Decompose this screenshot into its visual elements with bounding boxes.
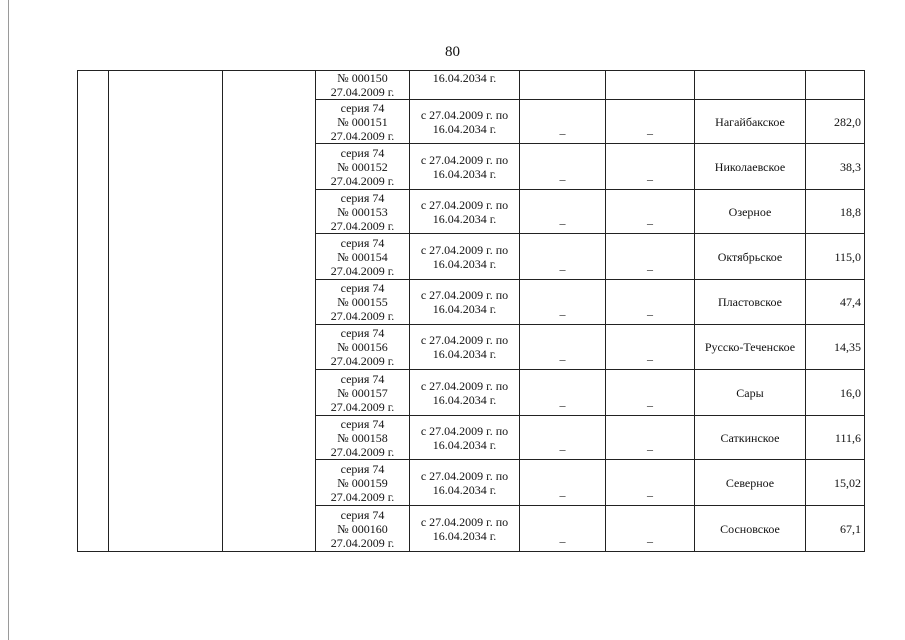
value-text: 16,0 [840, 385, 861, 400]
dash-cell [520, 234, 606, 280]
certificate-line: № 000158 [337, 430, 388, 445]
certificate-cell [316, 71, 410, 100]
validity-period-line: с 27.04.2009 г. по [420, 378, 509, 393]
value-cell [806, 506, 865, 552]
locality-name-cell [695, 234, 806, 280]
certificate-cell [316, 460, 410, 506]
certificate-cell [316, 506, 410, 552]
dash-text: – [647, 488, 653, 502]
value-cell [806, 144, 865, 190]
locality-name-cell [695, 280, 806, 325]
value-cell [806, 234, 865, 280]
empty-cell-col3 [223, 71, 316, 552]
locality-name: Николаевское [714, 159, 786, 174]
page-number: 80 [445, 44, 460, 60]
dash-cell [606, 370, 695, 416]
certificate-line: № 000159 [337, 475, 388, 490]
dash-text: – [647, 352, 653, 366]
locality-name-cell [695, 190, 806, 234]
dash-text: – [559, 442, 566, 456]
validity-period-line: 16.04.2034 г. [432, 392, 497, 407]
certificate-line: 27.04.2009 г. [330, 263, 395, 278]
value-cell [806, 280, 865, 325]
validity-period-cell [410, 325, 520, 370]
locality-name: Сары [736, 385, 764, 400]
dash-text: – [559, 534, 566, 548]
dash-cell [606, 144, 695, 190]
validity-period-line: с 27.04.2009 г. по [420, 468, 509, 483]
dash-text: – [559, 307, 566, 321]
certificate-line: № 000156 [337, 340, 388, 354]
value-text: 15,02 [834, 475, 861, 490]
empty-cell-col1 [78, 71, 109, 552]
certificate-line: № 000157 [337, 385, 388, 400]
validity-period-cell [410, 416, 520, 460]
validity-period-line: 16.04.2034 г. [432, 71, 497, 85]
empty-cell [695, 71, 806, 100]
validity-period-cell [410, 100, 520, 144]
certificate-line: № 000155 [337, 295, 388, 309]
validity-period-line: 16.04.2034 г. [432, 482, 497, 497]
value-text: 18,8 [840, 204, 861, 219]
empty-cell-col2 [109, 71, 223, 552]
validity-period-line: с 27.04.2009 г. по [420, 514, 509, 529]
certificate-line: серия 74 [340, 281, 385, 295]
validity-period-line: 16.04.2034 г. [432, 256, 497, 271]
dash-text: – [647, 172, 653, 186]
dash-cell [606, 460, 695, 506]
dash-text: – [647, 216, 653, 230]
dash-text: – [559, 126, 566, 140]
certificate-line: серия 74 [340, 145, 385, 160]
dash-text: – [647, 126, 653, 140]
certificate-line: 27.04.2009 г. [330, 354, 395, 368]
validity-period-cell [410, 71, 520, 100]
validity-period-line: с 27.04.2009 г. по [420, 288, 509, 302]
dash-cell [520, 506, 606, 552]
validity-period-cell [410, 460, 520, 506]
locality-name-cell [695, 144, 806, 190]
locality-name-cell [695, 506, 806, 552]
certificate-line: № 000153 [337, 204, 388, 219]
dash-text: – [559, 398, 566, 412]
validity-period-line: с 27.04.2009 г. по [420, 197, 509, 212]
validity-period-cell [410, 234, 520, 280]
dash-text: – [559, 172, 566, 186]
empty-cell [520, 71, 606, 100]
certificate-line: № 000150 [337, 71, 388, 85]
locality-name: Октябрьское [717, 249, 783, 264]
dash-cell [520, 190, 606, 234]
locality-name-cell [695, 416, 806, 460]
certificate-line: серия 74 [340, 371, 385, 386]
dash-cell [606, 416, 695, 460]
table-body [78, 71, 865, 552]
certificate-cell [316, 416, 410, 460]
value-text: 111,6 [834, 430, 861, 445]
validity-period-cell [410, 370, 520, 416]
validity-period-line: 16.04.2034 г. [432, 211, 497, 226]
certificate-cell [316, 144, 410, 190]
dash-cell [606, 506, 695, 552]
validity-period-line: с 27.04.2009 г. по [420, 423, 509, 438]
certificate-line: 27.04.2009 г. [330, 309, 395, 323]
value-cell [806, 325, 865, 370]
value-cell [806, 100, 865, 144]
locality-name: Озерное [728, 204, 772, 219]
value-text: 38,3 [840, 159, 861, 174]
dash-cell [520, 144, 606, 190]
certificate-line: 27.04.2009 г. [330, 173, 395, 188]
value-text: 115,0 [834, 249, 861, 264]
certificate-line: 27.04.2009 г. [330, 218, 395, 233]
dash-cell [520, 370, 606, 416]
value-cell [806, 370, 865, 416]
certificate-line: 27.04.2009 г. [330, 535, 395, 550]
certificate-cell [316, 190, 410, 234]
validity-period-line: 16.04.2034 г. [432, 166, 497, 181]
locality-name: Саткинское [720, 430, 780, 445]
locality-name: Северное [725, 475, 775, 490]
registry-table [77, 70, 865, 552]
validity-period-line: с 27.04.2009 г. по [420, 333, 509, 347]
locality-name: Сосновское [720, 521, 780, 536]
validity-period-cell [410, 506, 520, 552]
dash-cell [520, 325, 606, 370]
certificate-cell [316, 325, 410, 370]
value-text: 47,4 [840, 295, 861, 309]
dash-cell [520, 280, 606, 325]
locality-name: Русско-Теченское [704, 340, 796, 354]
validity-period-line: 16.04.2034 г. [432, 302, 497, 316]
certificate-cell [316, 280, 410, 325]
locality-name-cell [695, 370, 806, 416]
dash-cell [606, 325, 695, 370]
certificate-cell [316, 370, 410, 416]
certificate-cell [316, 234, 410, 280]
validity-period-line: 16.04.2034 г. [432, 347, 497, 361]
validity-period-line: 16.04.2034 г. [432, 528, 497, 543]
certificate-line: № 000152 [337, 159, 388, 174]
locality-name: Нагайбакское [715, 114, 785, 129]
certificate-line: 27.04.2009 г. [330, 444, 395, 459]
locality-name-cell [695, 460, 806, 506]
value-text: 67,1 [840, 521, 861, 536]
dash-text: – [559, 262, 566, 276]
table-row [78, 71, 865, 100]
dash-text: – [647, 398, 653, 412]
certificate-line: 27.04.2009 г. [330, 399, 395, 414]
certificate-line: 27.04.2009 г. [330, 128, 395, 143]
certificate-line: № 000151 [337, 114, 388, 129]
dash-text: – [559, 488, 566, 502]
validity-period-line: 16.04.2034 г. [432, 121, 497, 136]
dash-text: – [647, 534, 653, 548]
value-cell [806, 190, 865, 234]
dash-cell [606, 234, 695, 280]
value-text: 282,0 [834, 114, 861, 129]
empty-cell [606, 71, 695, 100]
dash-text: – [647, 307, 653, 321]
validity-period-cell [410, 144, 520, 190]
empty-cell [806, 71, 865, 100]
validity-period-cell [410, 280, 520, 325]
value-cell [806, 460, 865, 506]
dash-text: – [647, 262, 653, 276]
dash-text: – [559, 352, 566, 366]
validity-period-line: с 27.04.2009 г. по [420, 242, 509, 257]
certificate-line: 27.04.2009 г. [330, 489, 395, 504]
locality-name-cell [695, 325, 806, 370]
certificate-line: серия 74 [340, 507, 385, 522]
certificate-line: серия 74 [340, 190, 385, 205]
value-cell [806, 416, 865, 460]
dash-cell [606, 100, 695, 144]
certificate-line: серия 74 [340, 100, 385, 115]
validity-period-cell [410, 190, 520, 234]
certificate-line: № 000160 [337, 521, 388, 536]
certificate-line: серия 74 [340, 461, 385, 476]
dash-cell [520, 416, 606, 460]
locality-name-cell [695, 100, 806, 144]
locality-name: Пластовское [717, 295, 782, 309]
certificate-cell [316, 100, 410, 144]
certificate-line: серия 74 [340, 416, 385, 431]
certificate-line: серия 74 [340, 235, 385, 250]
scan-edge-line [8, 0, 9, 640]
dash-cell [520, 460, 606, 506]
dash-cell [606, 190, 695, 234]
dash-text: – [647, 442, 653, 456]
validity-period-line: с 27.04.2009 г. по [420, 107, 509, 122]
dash-text: – [559, 216, 566, 230]
dash-cell [520, 100, 606, 144]
certificate-line: серия 74 [340, 326, 385, 340]
validity-period-line: с 27.04.2009 г. по [420, 152, 509, 167]
certificate-line: № 000154 [337, 249, 388, 264]
value-text: 14,35 [834, 340, 861, 354]
dash-cell [606, 280, 695, 325]
certificate-line: 27.04.2009 г. [330, 85, 395, 99]
validity-period-line: 16.04.2034 г. [432, 437, 497, 452]
